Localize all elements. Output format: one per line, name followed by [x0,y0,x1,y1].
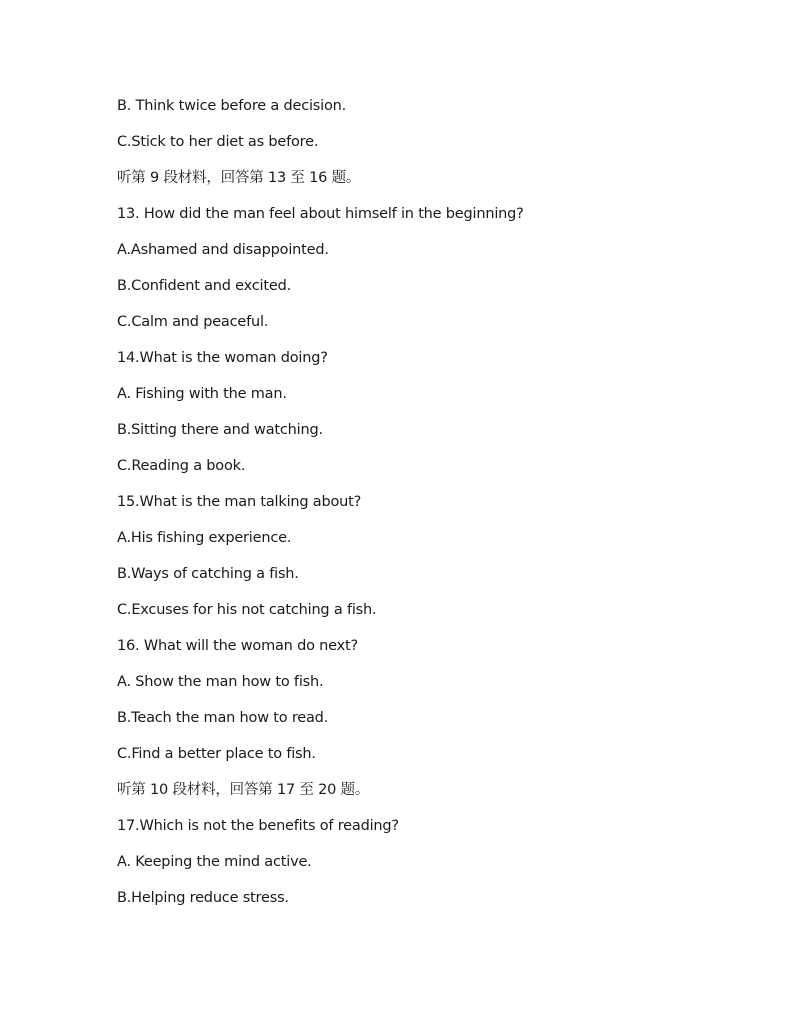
question-16-option-c: C.Find a better place to fish. [117,746,316,762]
question-14-option-a: A. Fishing with the man. [117,386,287,402]
option-b-think-twice: B. Think twice before a decision. [117,98,347,114]
question-13-option-c: C.Calm and peaceful. [117,314,269,330]
question-15-option-a: A.His fishing experience. [117,530,292,546]
section-instruction-9: 听第 9 段材料，回答第 13 至 16 题。 [117,170,361,186]
question-14: 14.What is the woman doing? [117,350,328,366]
option-c-stick-to-diet: C.Stick to her diet as before. [117,134,319,150]
section-instruction-10: 听第 10 段材料，回答第 17 至 20 题。 [117,782,370,798]
question-17-option-a: A. Keeping the mind active. [117,854,312,870]
question-17: 17.Which is not the benefits of reading? [117,818,399,834]
question-14-option-c: C.Reading a book. [117,458,246,474]
question-list [117,95,737,923]
question-15-option-b: B.Ways of catching a fish. [117,566,299,582]
question-16-option-a: A. Show the man how to fish. [117,674,324,690]
question-13: 13. How did the man feel about himself in the beginning? [117,206,524,222]
question-13-option-a: A.Ashamed and disappointed. [117,242,329,258]
question-16: 16. What will the woman do next? [117,638,358,654]
question-17-option-b: B.Helping reduce stress. [117,890,289,906]
question-13-option-b: B.Confident and excited. [117,278,291,294]
question-16-option-b: B.Teach the man how to read. [117,710,329,726]
question-14-option-b: B.Sitting there and watching. [117,422,323,438]
question-15-option-c: C.Excuses for his not catching a fish. [117,602,377,618]
question-15: 15.What is the man talking about? [117,494,362,510]
